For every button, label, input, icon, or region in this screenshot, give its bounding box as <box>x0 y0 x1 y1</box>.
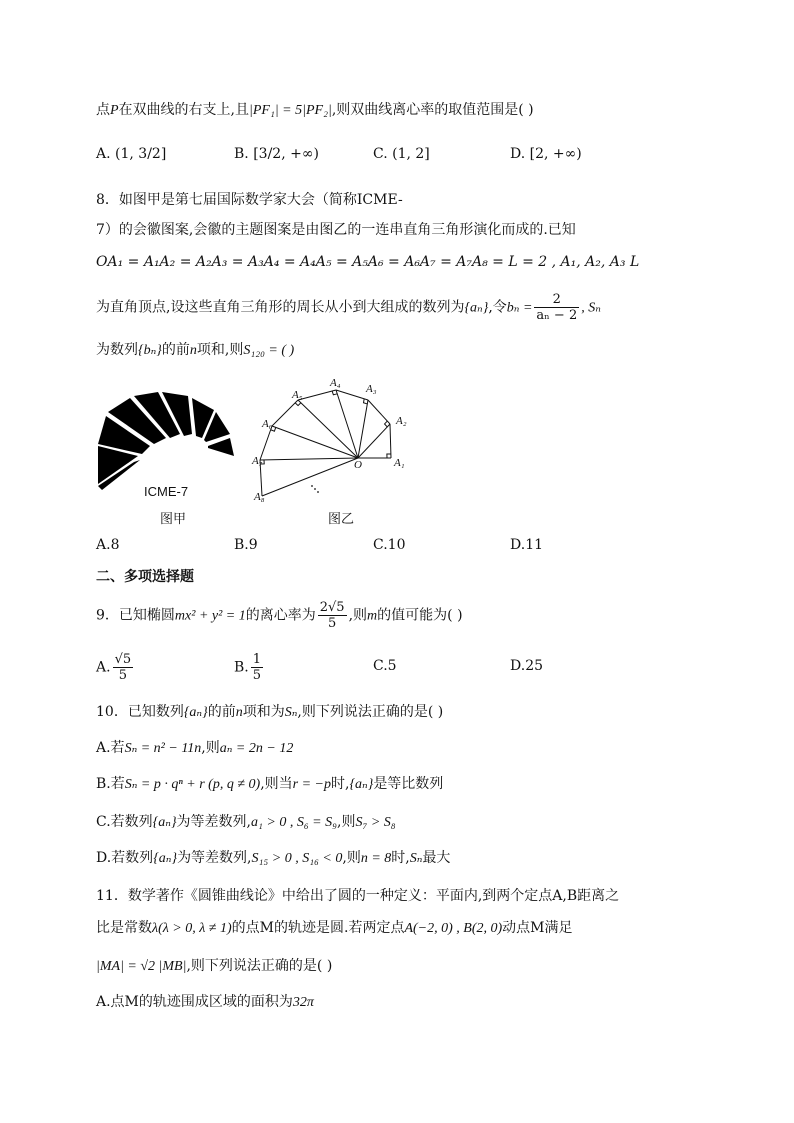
q8-bn-fraction <box>534 292 579 323</box>
q8-option-b <box>234 535 258 555</box>
q10-stem-f: ,则下列说法正确的是( ) <box>297 704 444 720</box>
q8-option-b-text: 9 <box>248 537 258 553</box>
icme7-logo <box>94 390 236 492</box>
q10-stem <box>96 702 443 723</box>
label-a3: A₃ <box>366 383 377 395</box>
q9-option-d-text: 25 <box>525 658 544 674</box>
q11-option-a-area: 32π <box>292 995 314 1010</box>
continuation-dots <box>311 485 319 493</box>
q9-stem-d: ,则 <box>348 607 368 624</box>
q7-option-d-text: [2, +∞) <box>529 146 582 162</box>
q10-seq: {aₙ} <box>183 705 208 720</box>
q10-n: n <box>235 705 243 720</box>
q8-option-a-letter: A. <box>96 537 111 553</box>
q10-c-cond: a₁ > 0 , S₆ = S₉ <box>251 815 337 830</box>
q10-d-n: n = 8 <box>360 851 392 866</box>
q8-bn-denominator: aₙ − 2 <box>536 308 578 323</box>
q9-stem-e: 的值可能为( ) <box>377 607 463 624</box>
q10-b-geo: 是等比数列 <box>373 776 444 792</box>
q8-line5-text: 为数列 <box>96 342 138 358</box>
q10-a-text: A.若 <box>96 740 125 756</box>
q10-option-c <box>96 812 396 833</box>
q10-c-then: ,则 <box>337 814 356 830</box>
q7-stem <box>96 100 534 121</box>
q9-option-c-letter: C. <box>373 658 388 674</box>
q10-stem-c: 的前 <box>207 704 236 720</box>
q8-line4-let: ,令 <box>488 299 507 316</box>
q8-option-c <box>373 535 406 555</box>
q10-b-sn: Sₙ = p · qⁿ + r (p, q ≠ 0) <box>124 777 261 792</box>
q10-c-arith: 为等差数列, <box>176 814 251 830</box>
q7-option-c-letter: C. <box>373 146 388 162</box>
fig-a-caption: 图甲 <box>160 512 187 527</box>
q9-ellipse-eq: mx² + y² = 1 <box>174 608 246 624</box>
q9-m: m <box>367 608 378 624</box>
q10-option-d <box>96 848 450 869</box>
q9-option-c <box>373 656 397 676</box>
q10-option-a <box>96 738 293 759</box>
q11-line3 <box>96 956 332 977</box>
q11-option-a-text: A.点M的轨迹围成区域的面积为 <box>96 994 293 1010</box>
q7-point-p: P <box>110 103 119 118</box>
q8-option-b-letter: B. <box>234 537 249 553</box>
q8-option-a-text: 8 <box>110 537 120 553</box>
q10-c-seq: {aₙ} <box>152 815 177 830</box>
logo-wedge-8 <box>208 438 234 456</box>
q9-option-d <box>510 656 543 676</box>
q10-sn: Sₙ <box>284 705 298 720</box>
q7-stem-suffix: ,则双曲线离心率的取值范围是( ) <box>331 102 534 118</box>
q8-seq-b: {bₙ} <box>138 343 162 358</box>
q10-d-sn: Sₙ <box>409 851 423 866</box>
q10-d-then: ,则 <box>342 850 361 866</box>
q8-s120: S₁₂₀ = ( ) <box>243 343 295 358</box>
q8-sn: , Sₙ <box>581 300 601 316</box>
q9-option-d-letter: D. <box>510 658 526 674</box>
label-a2: A₂ <box>396 415 407 427</box>
q8-line4 <box>96 292 601 323</box>
spiral-vertex-labels <box>251 377 407 503</box>
q10-b-text: B.若 <box>96 776 125 792</box>
q7-option-c-text: (1, 2] <box>392 146 430 162</box>
q8-option-c-text: 10 <box>387 537 406 553</box>
q8-line5-text2: 的前 <box>161 342 190 358</box>
q11-line2 <box>96 918 573 939</box>
q10-c-text: C.若数列 <box>96 814 153 830</box>
q10-option-b <box>96 774 443 795</box>
q8-n: n <box>189 343 197 358</box>
q10-d-seq: {aₙ} <box>153 851 178 866</box>
label-a6: A₆ <box>262 418 273 430</box>
q8-option-a <box>96 535 119 555</box>
edge-a3-a4 <box>336 390 368 400</box>
q11-lambda: λ(λ > 0, λ ≠ 1) <box>152 921 232 936</box>
section-heading: 二、多项选择题 <box>96 569 194 585</box>
q11-condition: |MA| = √2 |MB| <box>96 959 187 974</box>
q9-option-b-frac <box>251 652 263 683</box>
q11-line2-c: 的点M的轨迹是圆.若两定点 <box>231 920 405 936</box>
q7-option-a-letter: A. <box>96 146 111 162</box>
right-angle-mark-a5 <box>295 403 301 406</box>
q9-option-c-text: 5 <box>387 658 397 674</box>
q10-b-r: r = −p <box>292 777 331 792</box>
q9-ecc-num: 2√5 <box>319 600 345 615</box>
q9-option-a-letter: A. <box>96 659 111 676</box>
q8-bn-numerator: 2 <box>552 292 561 307</box>
dot-2 <box>314 488 316 490</box>
q9-ecc-den: 5 <box>318 615 347 631</box>
q8-option-c-letter: C. <box>373 537 388 553</box>
q7-stem-prefix: 点 <box>96 102 110 118</box>
q9-option-a-num: √5 <box>114 652 132 667</box>
label-a5: A₅ <box>292 389 303 401</box>
q10-d-arith: 为等差数列, <box>177 850 252 866</box>
q7-option-d-letter: D. <box>510 146 526 162</box>
label-a8: A₈ <box>254 491 265 503</box>
q9-option-a-den: 5 <box>113 667 134 683</box>
q10-d-text: D.若数列 <box>96 850 154 866</box>
q7-option-b-text: [3/2, +∞) <box>253 146 319 162</box>
triangle-spiral-diagram <box>248 372 418 504</box>
q10-b-time: 时, <box>330 776 350 792</box>
dot-3 <box>317 491 319 493</box>
q9-stem-a: 9．已知椭圆 <box>96 607 175 624</box>
q11-line2-e: 动点M满足 <box>502 920 573 936</box>
q8-option-d-letter: D. <box>510 537 526 553</box>
q9-option-b <box>234 652 265 683</box>
q8-option-d <box>510 535 543 555</box>
q9-option-b-den: 5 <box>252 668 262 683</box>
q11-line3-b: ,则下列说法正确的是( ) <box>186 958 333 974</box>
q9-option-a <box>96 652 135 683</box>
q11-points: A(−2, 0) , B(2, 0) <box>404 921 503 936</box>
edge-a1-a2 <box>390 424 391 458</box>
q10-d-cond: S₁₅ > 0 , S₁₆ < 0 <box>251 851 343 866</box>
right-angle-mark-a1 <box>387 454 391 458</box>
q8-line5 <box>96 340 294 361</box>
ray-o-a7 <box>260 458 358 460</box>
q7-option-a-text: (1, 3/2] <box>115 146 167 162</box>
q11-line1: 11．数学著作《圆锥曲线论》中给出了圆的一种定义：平面内,到两个定点A,B距离之 <box>96 888 620 904</box>
edge-a2-a3 <box>368 400 390 424</box>
q10-a-sn: Sₙ = n² − 11n <box>124 741 202 756</box>
label-o: O <box>354 459 362 471</box>
q7-option-d <box>510 144 582 164</box>
q7-option-c <box>373 144 430 164</box>
q8-line4-text: 为直角顶点,设这些直角三角形的周长从小到大组成的数列为 <box>96 299 465 316</box>
q10-b-when: ,则当 <box>260 776 293 792</box>
ray-o-a6 <box>272 426 358 458</box>
q9-stem <box>96 600 463 631</box>
fig-a-label: ICME-7 <box>144 484 189 499</box>
label-a7: A₇ <box>252 455 263 467</box>
q8-line3: OA₁ = A₁A₂ = A₂A₃ = A₃A₄ = A₄A₅ = A₅A₆ = A₆A₇ = A₇A₈ = L = 2 , A₁, A₂, A₃ L <box>96 254 640 270</box>
q8-seq-a: {aₙ} <box>464 300 489 316</box>
fig-b-caption: 图乙 <box>328 512 355 527</box>
q9-eccentricity <box>318 600 347 631</box>
ray-o-a8 <box>262 458 358 496</box>
q10-c-result: S₇ > S₈ <box>355 815 396 830</box>
q10-stem-a: 10．已知数列 <box>96 704 184 720</box>
right-angle-mark-a2 <box>385 421 388 427</box>
q11-line2-a: 比是常数 <box>96 920 152 936</box>
q11-option-a <box>96 992 314 1013</box>
q7-equation: |PF₁| = 5|PF₂| <box>249 103 332 118</box>
q8-line5-text3: 项和,则 <box>196 342 244 358</box>
q7-stem-mid: 在双曲线的右支上,且 <box>118 102 250 118</box>
q8-line1: 8．如图甲是第七届国际数学家大会（简称ICME- <box>96 192 403 208</box>
spiral-edges <box>260 390 391 496</box>
q10-b-seq: {aₙ} <box>349 777 374 792</box>
label-a4: A₄ <box>330 377 341 389</box>
edge-a4-a5 <box>298 390 336 400</box>
q10-d-max: 最大 <box>422 850 451 866</box>
q10-stem-d: 项和为 <box>242 704 285 720</box>
q9-stem-c: 的离心率为 <box>245 607 316 624</box>
q9-option-b-num: 1 <box>252 652 262 667</box>
q10-a-then: ,则 <box>201 740 220 756</box>
q10-a-an: aₙ = 2n − 12 <box>219 741 294 756</box>
q10-d-time: 时, <box>391 850 410 866</box>
edge-a5-a6 <box>272 400 298 426</box>
q7-option-b-letter: B. <box>234 146 249 162</box>
q8-line2: 7）的会徽图案,会徽的主题图案是由图乙的一连串直角三角形演化而成的.已知 <box>96 222 576 238</box>
q7-option-a <box>96 144 166 164</box>
dot-1 <box>311 485 313 487</box>
q9-option-a-frac <box>113 652 134 683</box>
q8-option-d-text: 11 <box>525 537 544 553</box>
q7-option-b <box>234 144 319 164</box>
q8-bn-def: bₙ = <box>506 300 533 316</box>
label-a1: A₁ <box>394 457 405 469</box>
q9-option-b-letter: B. <box>234 659 249 676</box>
